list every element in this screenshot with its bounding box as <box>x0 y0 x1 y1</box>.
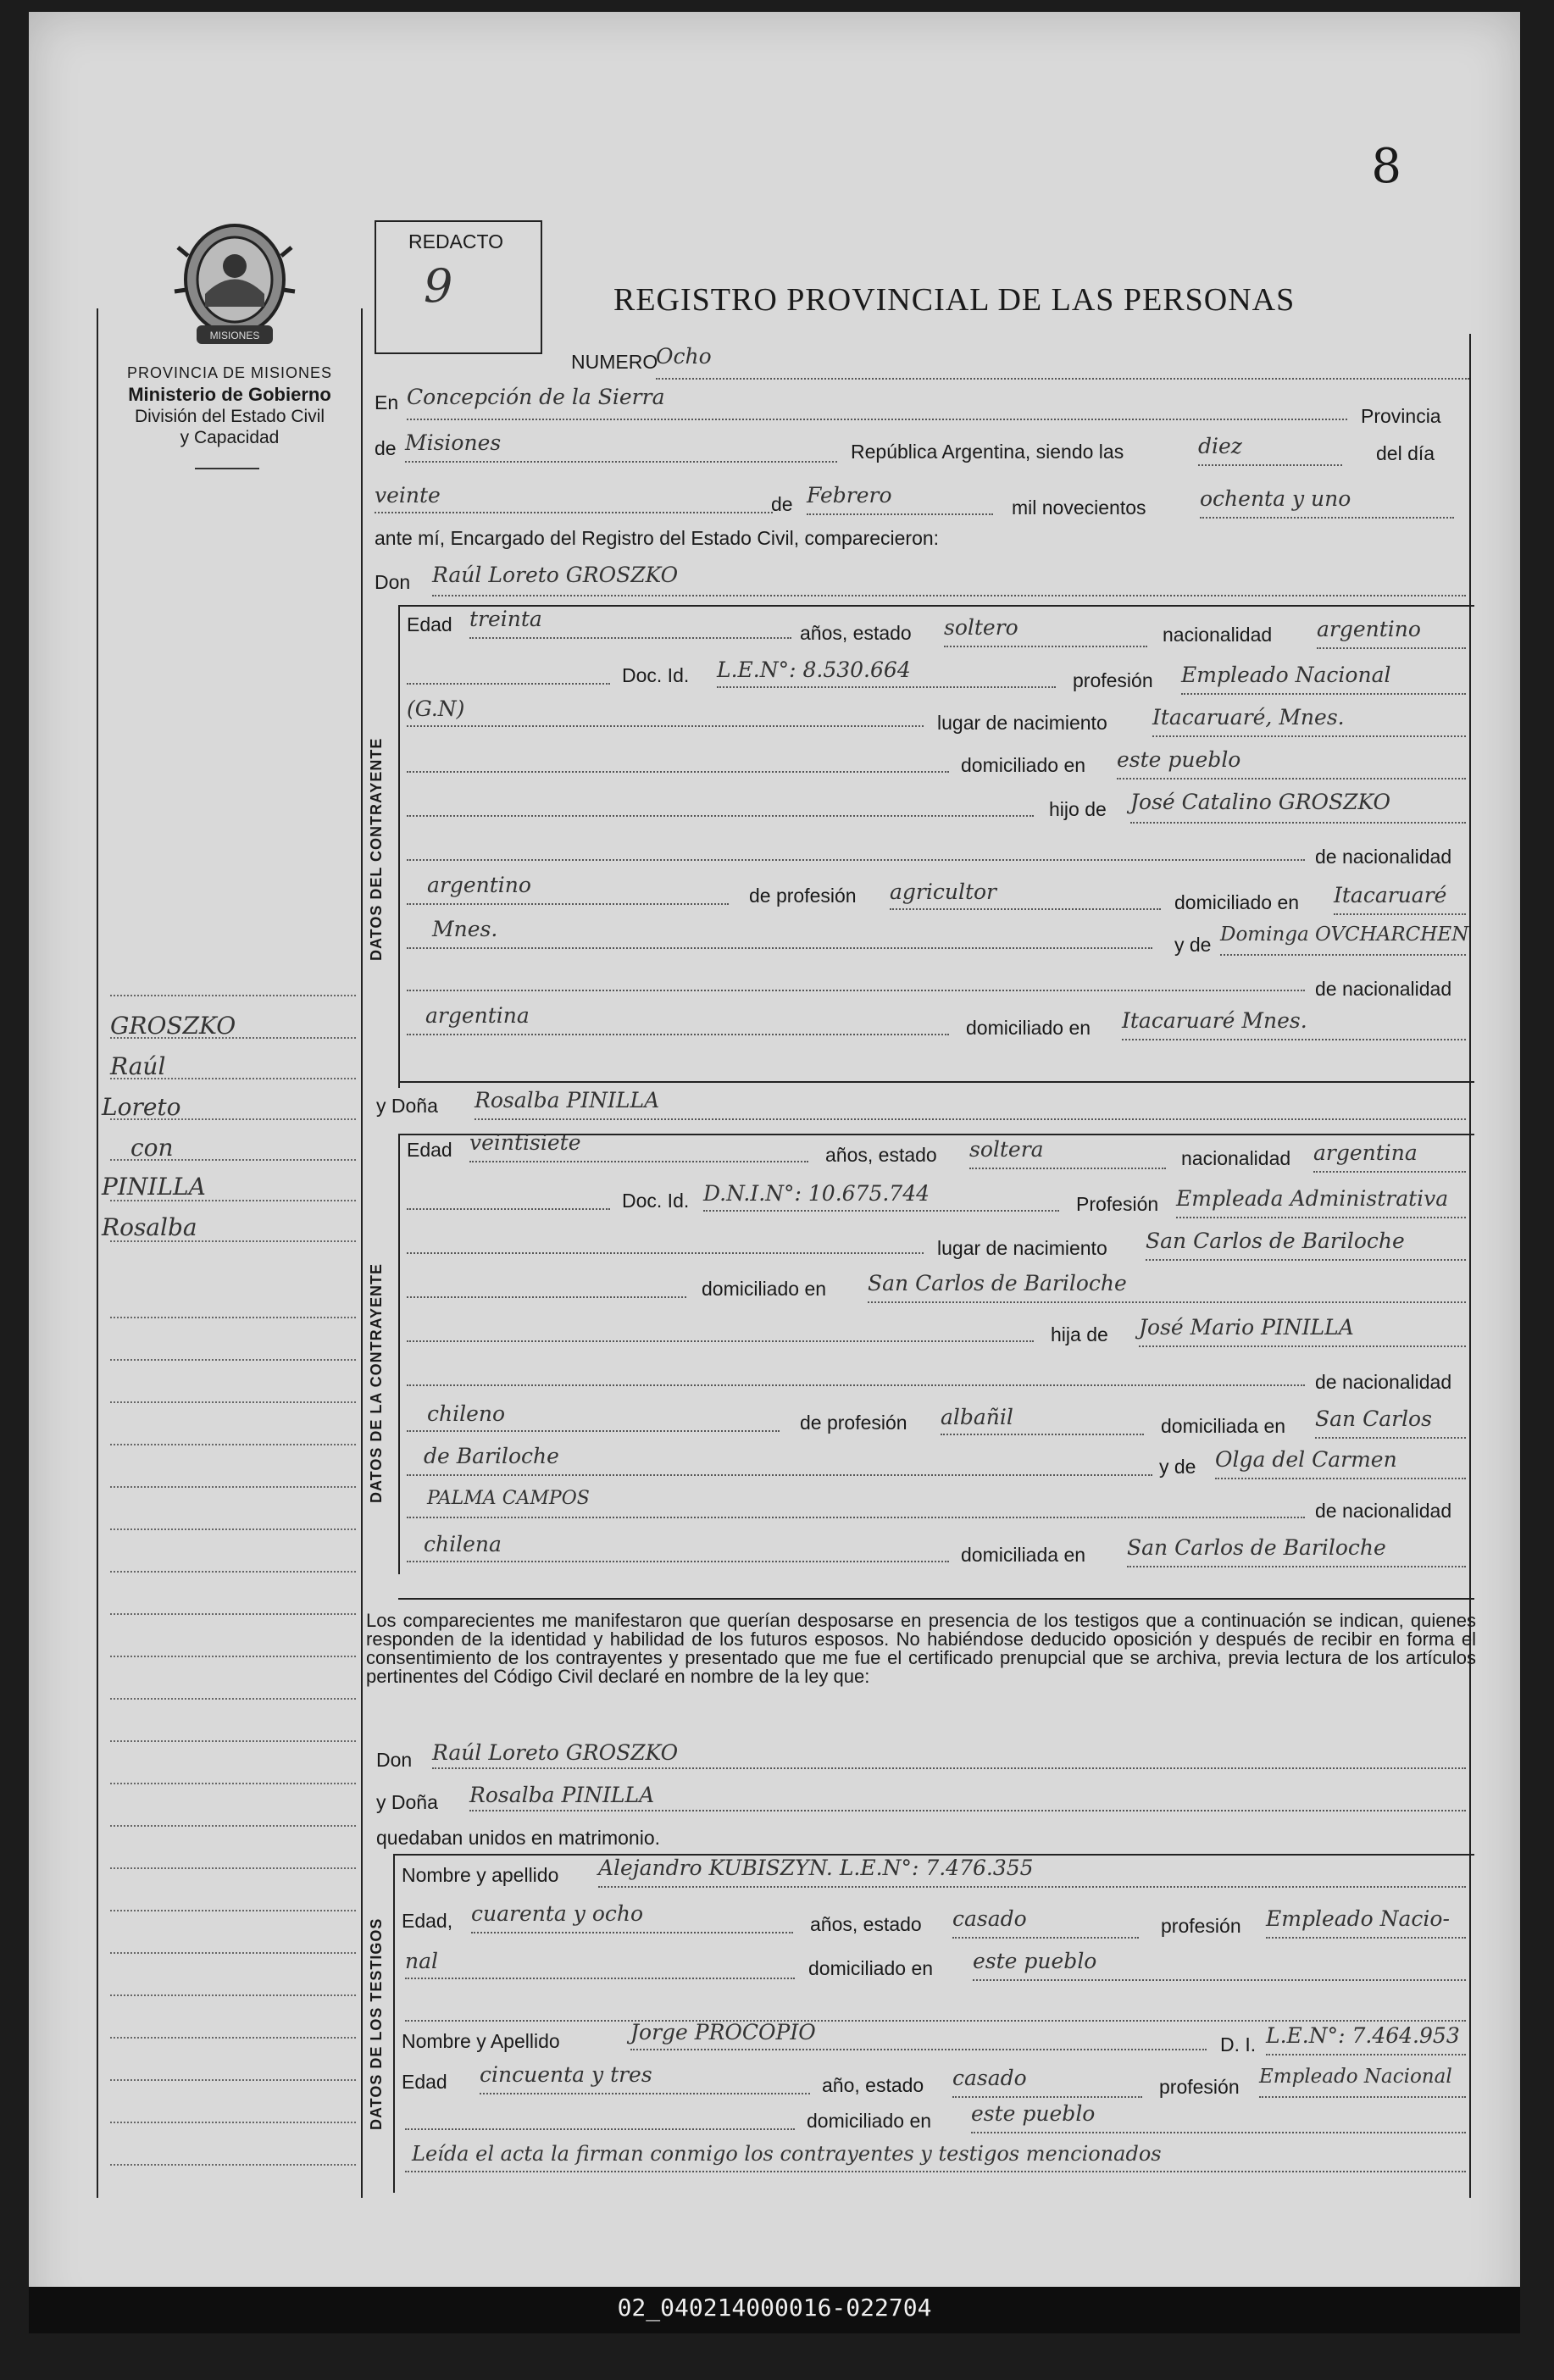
edad-value: veintisiete <box>469 1130 581 1155</box>
column-rule <box>361 308 363 2198</box>
hijo-label: hijo de <box>1049 798 1107 820</box>
anios-estado-label: años, estado <box>825 1144 937 1166</box>
t2-di-value: L.E.N°: 7.464.953 <box>1266 2023 1460 2048</box>
nacionalidad-label: nacionalidad <box>1181 1147 1291 1169</box>
dona-label: y Doña <box>376 1791 438 1813</box>
redacto-box <box>375 220 542 354</box>
dona-value: Rosalba PINILLA <box>469 1783 655 1807</box>
padre-nac-value: chileno <box>427 1401 506 1426</box>
madre-dom-label: domiciliada en <box>961 1544 1086 1566</box>
estado-value: soltero <box>944 615 1018 640</box>
madre-value: Olga del Carmen <box>1215 1447 1397 1472</box>
t2-nombre-value: Jorge PROCOPIO <box>630 2020 816 2044</box>
t1-dom-value: este pueblo <box>973 1949 1097 1973</box>
profesion-cont: (G.N) <box>407 696 465 721</box>
padre-dom-cont: de Bariloche <box>424 1444 559 1468</box>
ministry-name: Ministerio de Gobierno <box>128 384 331 405</box>
nacionalidad-label: nacionalidad <box>1163 624 1273 646</box>
madre-nac-label: de nacionalidad <box>1315 978 1452 1000</box>
margin-note-line: GROSZKO <box>110 1012 236 1040</box>
nacionalidad-value: argentina <box>1313 1140 1418 1165</box>
padre-dom-value: Itacaruaré <box>1334 883 1447 907</box>
republica-label: República Argentina, siendo las <box>851 441 1124 463</box>
del-dia-label: del día <box>1376 442 1435 464</box>
t2-estado-label: año, estado <box>822 2074 924 2096</box>
de-profesion-label: de profesión <box>749 885 857 907</box>
madre-dom-value: San Carlos de Bariloche <box>1127 1535 1386 1560</box>
padre-nac-value: argentino <box>427 873 531 897</box>
don-label: Don <box>376 1749 413 1771</box>
provincia-value: Misiones <box>405 430 502 455</box>
nacionalidad-value: argentino <box>1317 617 1421 641</box>
profesion-value: Empleado Nacional <box>1181 663 1391 687</box>
ante-label: ante mí, Encargado del Registro del Estado Civil, comparecieron: <box>375 527 940 549</box>
t2-edad-label: Edad <box>402 2071 447 2093</box>
edad-value: treinta <box>469 607 542 631</box>
margin-note-line: Loreto <box>102 1093 181 1121</box>
domiciliado-label: domiciliado en <box>961 754 1086 776</box>
en-label: En <box>375 391 399 413</box>
anios-estado-label: años, estado <box>800 622 912 644</box>
t2-estado-value: casado <box>952 2066 1027 2090</box>
numero-label: NUMERO <box>571 351 658 373</box>
y-de-label: y de <box>1159 1456 1196 1478</box>
padre-value: José Mario PINILLA <box>1139 1315 1354 1340</box>
madre-nac-label: de nacionalidad <box>1315 1500 1452 1522</box>
edad-label: Edad <box>407 613 452 635</box>
profesion-label: Profesión <box>1076 1193 1159 1215</box>
t2-nombre-label: Nombre y Apellido <box>402 2030 560 2052</box>
madre-dom-label: domiciliado en <box>966 1017 1091 1039</box>
t1-edad-value: cuarenta y ocho <box>471 1901 644 1926</box>
right-rule <box>1469 334 1471 2198</box>
doc-label: Doc. Id. <box>622 1190 690 1212</box>
margin-note-line: Raúl <box>110 1052 166 1080</box>
divider <box>195 468 259 469</box>
dia-value: veinte <box>375 483 441 508</box>
crest-text: MISIONES <box>209 330 260 341</box>
padre-dom-label: domiciliada en <box>1161 1415 1286 1437</box>
hija-label: hija de <box>1051 1323 1108 1345</box>
t2-edad-value: cincuenta y tres <box>480 2062 652 2087</box>
unidos-text: quedaban unidos en matrimonio. <box>376 1827 661 1849</box>
register-page <box>29 12 1520 2333</box>
t2-prof-value: Empleado Nacional <box>1259 2066 1452 2088</box>
madre-nac-value: chilena <box>424 1532 502 1556</box>
province-crest-icon <box>171 214 298 358</box>
margin-note-line: PINILLA <box>102 1173 206 1201</box>
y-de-label: y de <box>1174 934 1212 956</box>
lugar-nac-label: lugar de nacimiento <box>937 1237 1107 1259</box>
testigos-section-label: DATOS DE LOS TESTIGOS <box>368 1917 385 2130</box>
lugar-nac-label: lugar de nacimiento <box>937 712 1107 734</box>
don-label: Don <box>375 571 411 593</box>
de-nacionalidad-label: de nacionalidad <box>1315 1371 1452 1393</box>
profesion-value: Empleada Administrativa <box>1176 1186 1449 1211</box>
lugar-value: Concepción de la Sierra <box>407 385 665 409</box>
profesion-label: profesión <box>1073 669 1153 691</box>
padre-dom-label: domiciliado en <box>1174 891 1300 913</box>
t1-estado-label: años, estado <box>810 1913 922 1935</box>
doc-value: D.N.I.N°: 10.675.744 <box>703 1181 930 1206</box>
margin-rule <box>97 308 98 2198</box>
lugar-nac-value: San Carlos de Bariloche <box>1146 1229 1405 1253</box>
dona-label: y Doña <box>376 1095 438 1117</box>
t2-di-label: D. I. <box>1220 2033 1257 2055</box>
division-name: División del Estado Civil <box>134 407 325 426</box>
doc-label: Doc. Id. <box>622 664 690 686</box>
t1-nombre-label: Nombre y apellido <box>402 1864 559 1886</box>
t2-dom-value: este pueblo <box>971 2101 1096 2126</box>
numero-value: Ocho <box>656 344 712 369</box>
margin-note-line: con <box>130 1134 174 1162</box>
madre-nac-value: argentina <box>425 1003 530 1028</box>
t1-dom-label: domiciliado en <box>808 1957 934 1979</box>
dona-value: Rosalba PINILLA <box>475 1088 660 1112</box>
mil-label: mil novecientos <box>1012 497 1146 519</box>
don-value: Raúl Loreto GROSZKO <box>432 1740 679 1765</box>
padre-value: José Catalino GROSZKO <box>1130 790 1391 814</box>
padre-prof-value: agricultor <box>890 879 997 904</box>
closing-text: Leída el acta la firman conmigo los contrayentes y testigos mencionados <box>412 2142 1162 2166</box>
page-number: 8 <box>1371 139 1401 194</box>
footer-id: 02_040214000016-022704 <box>617 2294 932 2322</box>
margin-note-line: Rosalba <box>102 1213 197 1241</box>
t2-prof-label: profesión <box>1159 2076 1240 2098</box>
redacto-label: REDACTO <box>408 230 504 252</box>
t2-dom-label: domiciliado en <box>807 2110 932 2132</box>
edad-label: Edad <box>407 1139 452 1161</box>
de-nacionalidad-label: de nacionalidad <box>1315 846 1452 868</box>
ministry-block <box>88 363 371 448</box>
declaration-text: Los comparecientes me manifestaron que querían desposarse en presencia de los testigos que a continuación se indican, quienes responden de la identidad y habilidad de los futuros esposos. No habiéndose deducido oposición y después de recibir en forma el consentimiento de los contrayentes y presentado que me fue el certificado prenupcial que se archiva, previa lectura de los artículos pertinentes del Código Civil declaré en nombre de la ley que: <box>366 1610 1476 1687</box>
redacto-value: 9 <box>424 259 453 313</box>
t1-prof-label: profesión <box>1161 1915 1241 1937</box>
de-mes-label: de <box>771 493 793 515</box>
domicilio-value: este pueblo <box>1117 747 1241 772</box>
lugar-nac-value: Itacaruaré, Mnes. <box>1152 705 1345 730</box>
padre-dom-cont: Mnes. <box>432 917 498 941</box>
register-title: REGISTRO PROVINCIAL DE LAS PERSONAS <box>613 282 1296 318</box>
t1-edad-label: Edad, <box>402 1910 453 1932</box>
contrayente-f-section-label: DATOS DE LA CONTRAYENTE <box>368 1262 385 1503</box>
mes-value: Febrero <box>807 483 892 508</box>
division-name-2: y Capacidad <box>180 428 280 447</box>
footer-bar <box>29 2287 1520 2333</box>
padre-dom-value: San Carlos <box>1315 1406 1432 1431</box>
t1-prof-cont: nal <box>405 1949 439 1973</box>
provincia-label: Provincia <box>1361 405 1441 427</box>
contrayente-section-label: DATOS DEL CONTRAYENTE <box>368 737 385 961</box>
don-value: Raúl Loreto GROSZKO <box>432 563 679 587</box>
de-profesion-label: de profesión <box>800 1412 907 1434</box>
de-label: de <box>375 437 397 459</box>
madre-dom-value: Itacaruaré Mnes. <box>1122 1008 1307 1033</box>
t1-estado-value: casado <box>952 1906 1027 1931</box>
padre-prof-value: albañil <box>941 1405 1013 1429</box>
province-name: PROVINCIA DE MISIONES <box>126 364 333 381</box>
domiciliado-label: domiciliado en <box>702 1278 827 1300</box>
madre-cont: PALMA CAMPOS <box>427 1488 590 1509</box>
doc-value: L.E.N°: 8.530.664 <box>717 657 911 682</box>
estado-value: soltera <box>969 1137 1044 1162</box>
madre-value: Dominga OVCHARCHEN <box>1220 924 1469 946</box>
domicilio-value: San Carlos de Bariloche <box>868 1271 1127 1295</box>
t1-nombre-value: Alejandro KUBISZYN. L.E.N°: 7.476.355 <box>598 1856 1034 1880</box>
hora-value: diez <box>1198 434 1242 458</box>
anio-value: ochenta y uno <box>1200 486 1351 511</box>
t1-prof-value: Empleado Nacio- <box>1266 1906 1450 1931</box>
